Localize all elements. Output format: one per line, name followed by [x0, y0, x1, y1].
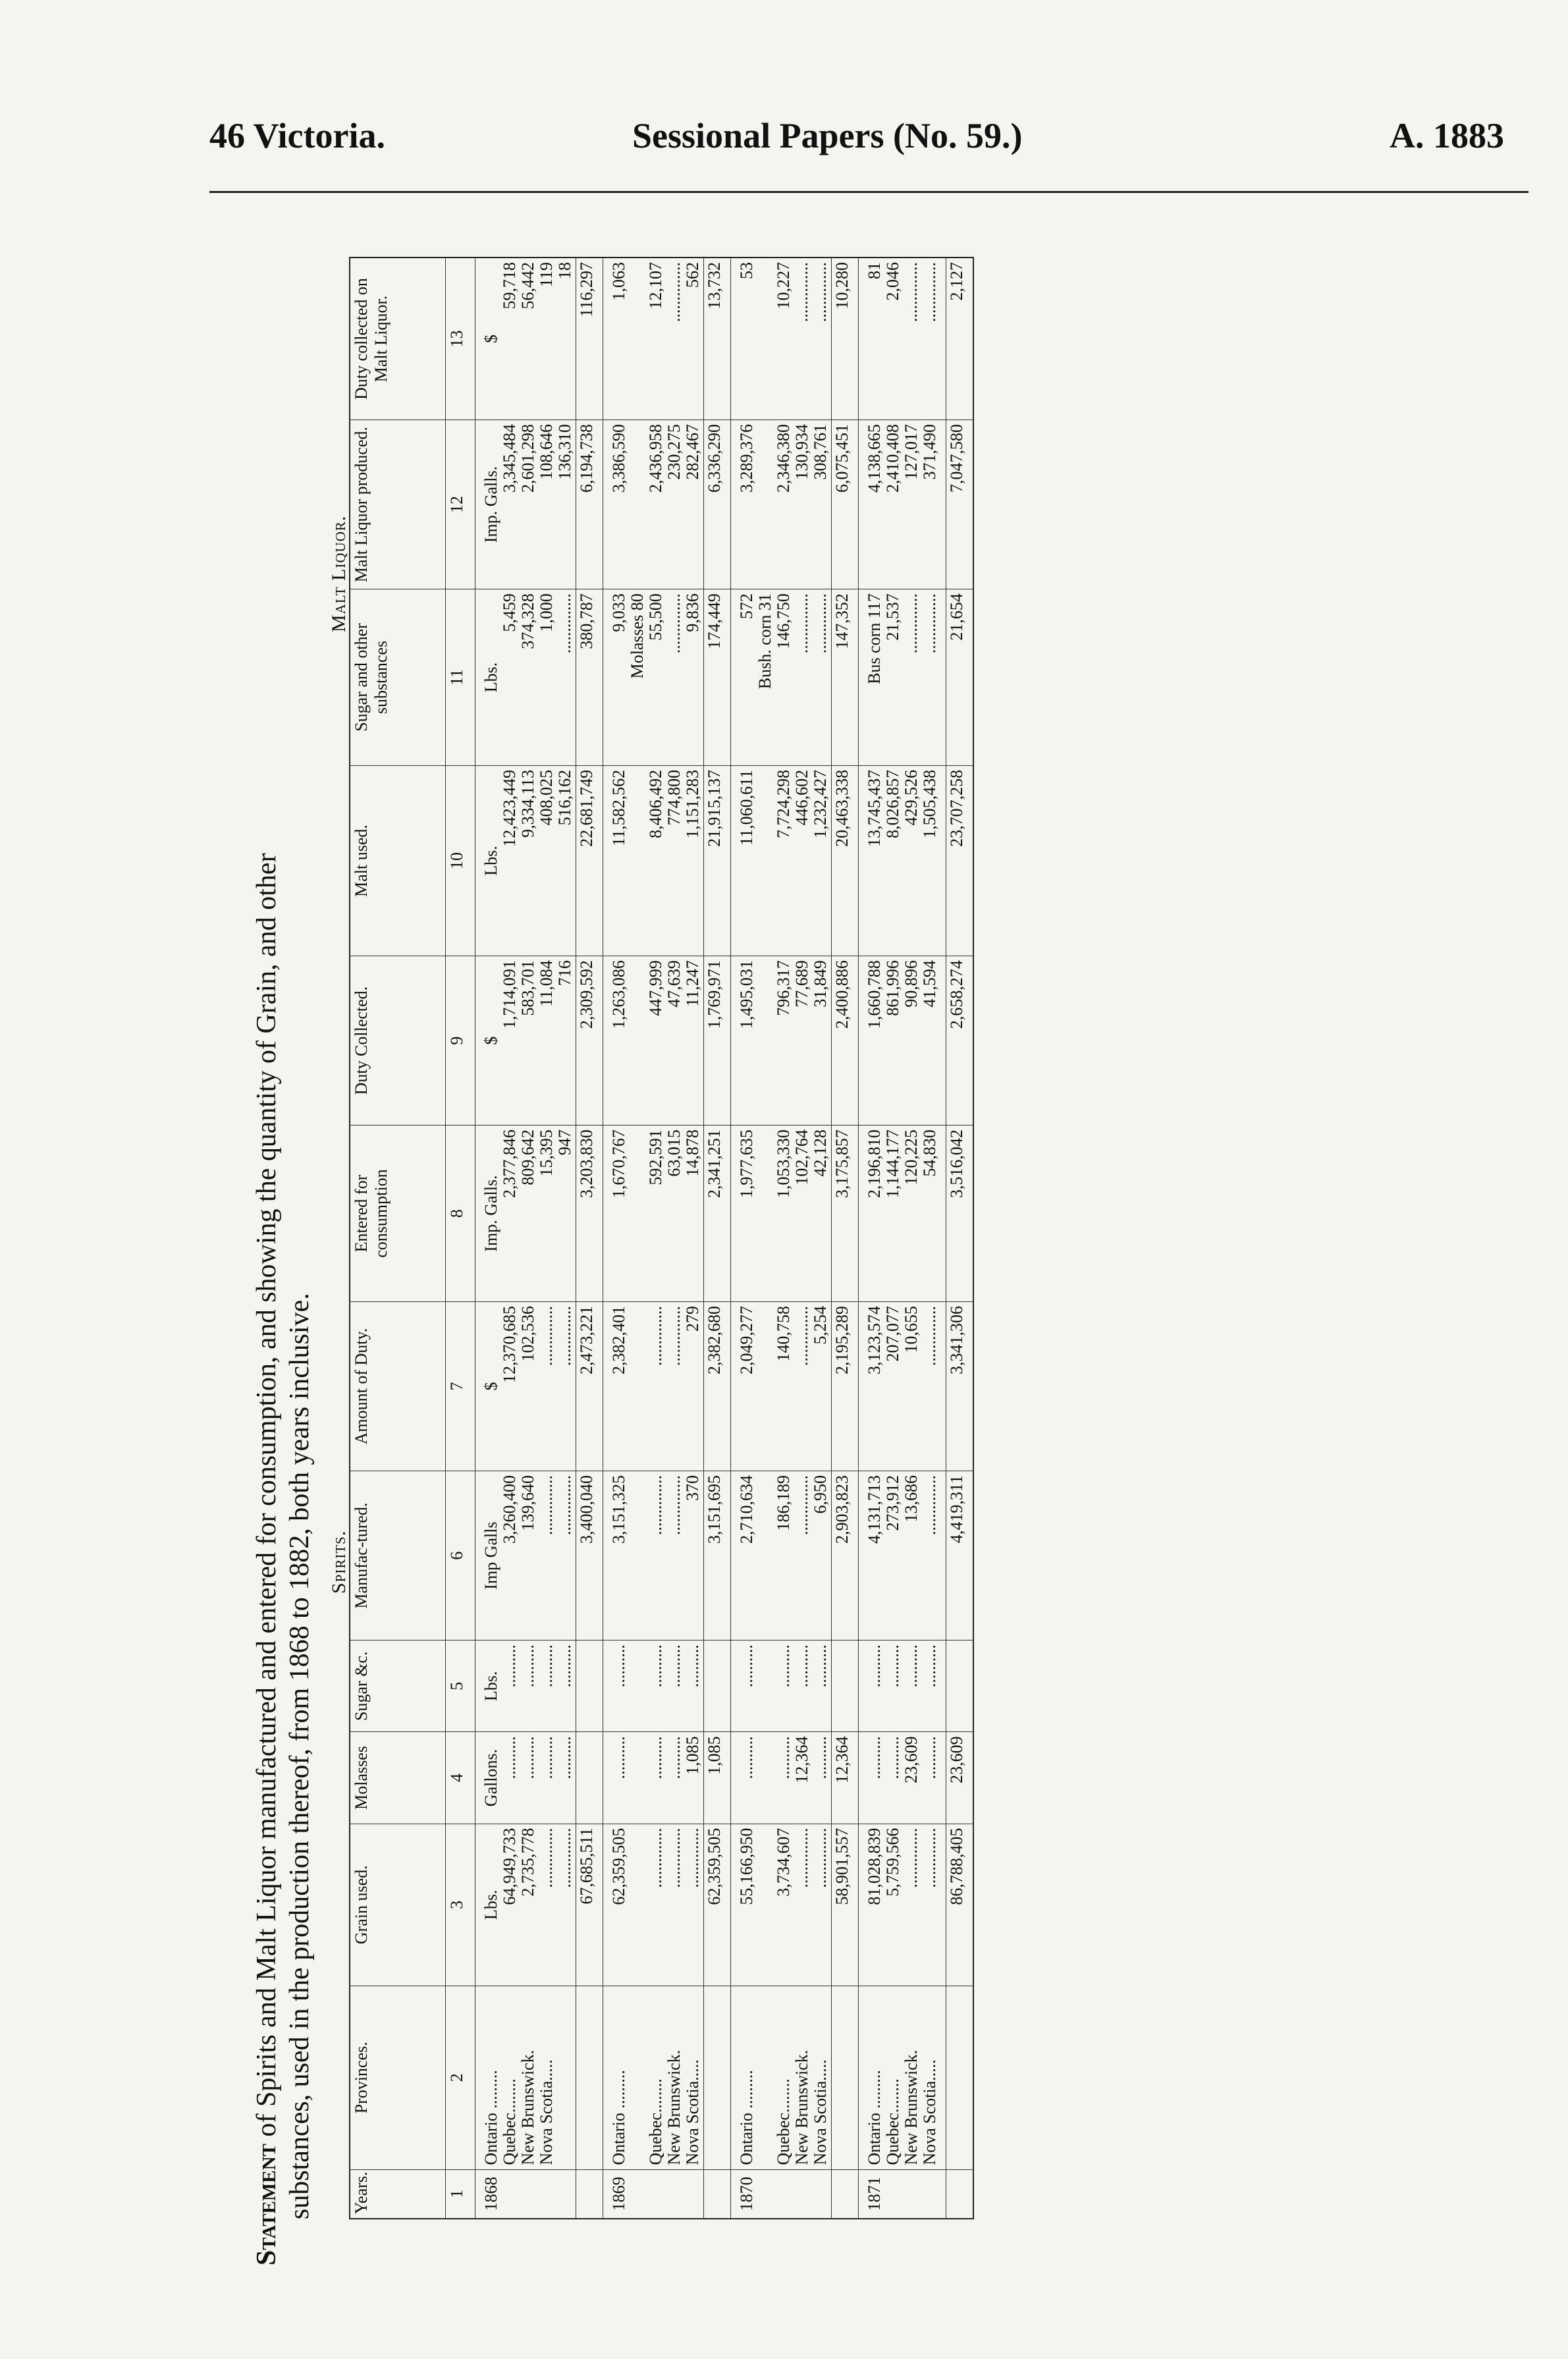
- value-cell: [731, 1301, 832, 1471]
- title-line-2: substances, used in the production thereof, from 1868 to 1882, both years inclusive.: [284, 1293, 315, 2219]
- value-cell: [603, 1640, 704, 1732]
- cell-values: 11,060,611 7,724,298 446,602 1,232,427: [737, 769, 830, 846]
- cell-values: 2,382,401 .............. .............. 279: [609, 1305, 702, 1374]
- value-cell: [859, 1471, 946, 1640]
- total-blank: [576, 1986, 603, 2170]
- cell-values: 5,459 374,328 1,000 ..............: [500, 593, 574, 654]
- cell-values: 9,033 Molasses 80 55,500 .............. 9,836: [609, 593, 702, 679]
- total-cell: 2,382,680: [704, 1301, 731, 1471]
- total-cell: 12,364: [832, 1732, 859, 1824]
- total-cell: 20,463,338: [832, 765, 859, 956]
- value-cell: [603, 589, 704, 766]
- column-number: 6: [446, 1471, 475, 1640]
- value-cell: [475, 1125, 576, 1302]
- cell-values: 81 2,046 .............. ..............: [865, 262, 939, 322]
- total-cell: 62,359,505: [704, 1824, 731, 1986]
- value-cell: [475, 1824, 576, 1986]
- value-cell: [731, 765, 832, 956]
- value-cell: [859, 1824, 946, 1986]
- total-cell: 7,047,580: [946, 420, 974, 589]
- value-cell: [859, 258, 946, 420]
- value-cell: [475, 1640, 576, 1732]
- column-number: 8: [446, 1125, 475, 1302]
- total-cell: 2,309,592: [576, 956, 603, 1125]
- total-cell: 380,787: [576, 589, 603, 766]
- total-cell: 2,903,823: [832, 1471, 859, 1640]
- value-cell: [603, 1125, 704, 1302]
- total-cell: 147,352: [832, 589, 859, 766]
- value-cell: [603, 1824, 704, 1986]
- value-cell: [475, 420, 576, 589]
- total-cell: 6,194,738: [576, 420, 603, 589]
- title-lead: Statement: [252, 2143, 282, 2265]
- unit-label: Imp Galls: [481, 1521, 500, 1590]
- cell-values: 3,289,376 2,346,380 130,934 308,761: [737, 424, 830, 493]
- total-cell: 58,901,557: [832, 1824, 859, 1986]
- column-header: Provinces.: [350, 1986, 446, 2170]
- total-cell: 2,195,289: [832, 1301, 859, 1471]
- value-cell: [475, 1301, 576, 1471]
- cell-values: 1,495,031 796,317 77,689 31,849: [737, 960, 830, 1029]
- cell-values: 3,345,484 2,601,298 108,646 136,310: [500, 424, 574, 493]
- value-cell: [731, 1471, 832, 1640]
- value-cell: [731, 1640, 832, 1732]
- cell-values: .......... .......... .......... ..........: [865, 1644, 939, 1688]
- cell-values: 2,196,810 1,144,177 120,225 54,830: [865, 1129, 939, 1199]
- total-blank: [946, 2169, 974, 2219]
- column-header: Duty Collected.: [350, 956, 446, 1125]
- total-cell: 86,788,405: [946, 1824, 974, 1986]
- total-cell: 3,400,040: [576, 1471, 603, 1640]
- total-row: [576, 258, 603, 2219]
- statement-title: [250, 237, 316, 2265]
- cell-values: 12,370,685 102,536 .............. ..............: [500, 1305, 574, 1383]
- value-cell: [859, 956, 946, 1125]
- total-row: [704, 258, 731, 2219]
- cell-values: .......... .......... .......... ..........: [500, 1644, 574, 1688]
- total-cell: 2,658,274: [946, 956, 974, 1125]
- total-cell: 3,203,830: [576, 1125, 603, 1302]
- cell-values: 3,123,574 207,077 10,655 ..............: [865, 1305, 939, 1374]
- column-number: 1: [446, 2169, 475, 2219]
- cell-values: 12,423,449 9,334,113 408,025 516,162: [500, 769, 574, 847]
- column-number-row: [446, 258, 475, 2219]
- total-cell: 3,341,306: [946, 1301, 974, 1471]
- value-cell: [603, 1732, 704, 1824]
- value-cell: [731, 420, 832, 589]
- cell-values: .......... .......... 23,609 ..........: [865, 1736, 939, 1783]
- value-cell: [731, 1824, 832, 1986]
- total-blank: [704, 1986, 731, 2170]
- cell-values: 1,263,086 447,999 47,639 11,247: [609, 960, 702, 1029]
- total-cell: 23,609: [946, 1732, 974, 1824]
- value-cell: [859, 1732, 946, 1824]
- unit-label: Lbs.: [481, 662, 500, 693]
- value-cell: [859, 420, 946, 589]
- header-center: Sessional Papers (No. 59.): [632, 116, 1023, 155]
- column-header-row: [350, 258, 446, 2219]
- cell-values: 1,977,635 1,053,330 102,764 42,128: [737, 1129, 830, 1199]
- column-header: Entered for consumption: [350, 1125, 446, 1302]
- cell-values: .......... .......... .......... ..........: [609, 1644, 702, 1688]
- column-number: 4: [446, 1732, 475, 1824]
- cell-values: 3,151,325 .............. .............. 370: [609, 1475, 702, 1544]
- unit-label: Imp. Galls.: [481, 1175, 500, 1252]
- value-cell: [603, 765, 704, 956]
- cell-values: 55,166,950 3,734,607 .............. ..............: [737, 1828, 830, 1905]
- column-number: 5: [446, 1640, 475, 1732]
- total-cell: 1,769,971: [704, 956, 731, 1125]
- total-cell: [832, 1640, 859, 1732]
- cell-values: .......... .......... .......... ..........: [737, 1644, 830, 1688]
- unit-label: Lbs.: [481, 846, 500, 876]
- value-cell: [859, 765, 946, 956]
- cell-values: 572 Bush. corn 31 146,750 .............. ..............: [737, 593, 830, 690]
- cell-values: 1,714,091 583,701 11,084 716: [500, 960, 574, 1029]
- cell-values: 13,745,437 8,026,857 429,526 1,505,438: [865, 769, 939, 847]
- column-header: Malt used.: [350, 765, 446, 956]
- rotated-statement: [250, 237, 1501, 2265]
- column-number: 3: [446, 1824, 475, 1986]
- cell-values: 11,582,562 8,406,492 774,800 1,151,283: [609, 769, 702, 846]
- total-row: [832, 258, 859, 2219]
- total-cell: 1,085: [704, 1732, 731, 1824]
- column-header: Sugar &c.: [350, 1640, 446, 1732]
- value-cell: [859, 1640, 946, 1732]
- column-header: Sugar and other substances: [350, 589, 446, 766]
- cell-values: 1,670,767 592,591 63,015 14,878: [609, 1129, 702, 1199]
- year-block-row: [475, 258, 576, 2219]
- unit-label: Lbs.: [481, 1889, 500, 1920]
- year-cell: 1869: [603, 2169, 704, 2219]
- total-blank: [576, 2169, 603, 2219]
- total-cell: 2,127: [946, 258, 974, 420]
- cell-values: 2,049,277 140,758 .............. 5,254: [737, 1305, 830, 1374]
- cell-values: 64,949,733 2,735,778 .............. ..............: [500, 1828, 574, 1905]
- column-header: Manufac-tured.: [350, 1471, 446, 1640]
- column-header: Duty collected on Malt Liquor.: [350, 258, 446, 420]
- total-cell: 13,732: [704, 258, 731, 420]
- unit-label: Imp. Galls.: [481, 466, 500, 543]
- total-cell: 23,707,258: [946, 765, 974, 956]
- column-number: 9: [446, 956, 475, 1125]
- total-cell: 2,473,221: [576, 1301, 603, 1471]
- value-cell: [475, 765, 576, 956]
- cell-values: 81,028,839 5,759,566 .............. ..............: [865, 1828, 939, 1905]
- cell-values: 62,359,505 .............. .............. ..............: [609, 1828, 702, 1905]
- value-cell: [475, 1471, 576, 1640]
- cell-values: Bus corn 117 21,537 .............. ..............: [865, 593, 939, 684]
- unit-label: $: [481, 335, 500, 343]
- column-number: 11: [446, 589, 475, 766]
- total-cell: 3,175,857: [832, 1125, 859, 1302]
- cell-values: 3,386,590 2,436,958 230,275 282,467: [609, 424, 702, 493]
- group-malt-liquor: Malt Liquor.: [328, 515, 350, 632]
- table-body: [475, 258, 974, 2219]
- group-spirits: Spirits.: [328, 1530, 350, 1594]
- value-cell: [603, 1471, 704, 1640]
- total-blank: [704, 2169, 731, 2219]
- provinces-cell: Ontario ......... Quebec........ New Brunswick. Nova Scotia.....: [859, 1986, 946, 2170]
- cell-values: 59,718 56,442 119 18: [500, 262, 574, 310]
- total-row: [946, 258, 974, 2219]
- column-number: 13: [446, 258, 475, 420]
- column-number: 10: [446, 765, 475, 956]
- total-cell: 10,280: [832, 258, 859, 420]
- cell-values: .......... .......... .......... ..........: [500, 1736, 574, 1779]
- cell-values: 4,138,665 2,410,408 127,017 371,490: [865, 424, 939, 493]
- total-cell: [704, 1640, 731, 1732]
- value-cell: [475, 1732, 576, 1824]
- cell-values: .......... .......... .......... 1,085: [609, 1736, 702, 1779]
- year-block-row: [859, 258, 946, 2219]
- value-cell: [731, 258, 832, 420]
- total-cell: [576, 1640, 603, 1732]
- total-blank: [946, 1986, 974, 2170]
- value-cell: [731, 1125, 832, 1302]
- column-header: Molasses: [350, 1732, 446, 1824]
- column-header: Malt Liquor produced.: [350, 420, 446, 589]
- statement-table: [349, 257, 974, 2219]
- column-header: Years.: [350, 2169, 446, 2219]
- unit-label: Gallons.: [481, 1749, 500, 1807]
- total-cell: [576, 1732, 603, 1824]
- total-cell: 22,681,749: [576, 765, 603, 956]
- total-cell: 67,685,511: [576, 1824, 603, 1986]
- cell-values: .......... .......... 12,364 ..........: [737, 1736, 830, 1783]
- total-cell: 174,449: [704, 589, 731, 766]
- column-header: Amount of Duty.: [350, 1301, 446, 1471]
- cell-values: 4,131,713 273,912 13,686 ..............: [865, 1475, 939, 1544]
- value-cell: [731, 956, 832, 1125]
- total-cell: 116,297: [576, 258, 603, 420]
- value-cell: [475, 258, 576, 420]
- total-cell: 4,419,311: [946, 1471, 974, 1640]
- year-cell: 1868: [475, 2169, 576, 2219]
- title-line-1: of Spirits and Malt Liquor manufactured and entered for consumption, and showing the quantity of Grain, and other: [252, 853, 282, 2144]
- total-cell: 6,336,290: [704, 420, 731, 589]
- value-cell: [859, 1301, 946, 1471]
- cell-values: 1,660,788 861,996 90,896 41,594: [865, 960, 939, 1029]
- cell-values: 3,260,400 139,640 .............. ..............: [500, 1475, 574, 1544]
- total-cell: 2,341,251: [704, 1125, 731, 1302]
- cell-values: 53 10,227 .............. ..............: [737, 262, 830, 322]
- value-cell: [731, 1732, 832, 1824]
- provinces-cell: Ontario ......... Quebec........ New Brunswick. Nova Scotia.....: [475, 1986, 576, 2170]
- total-cell: 21,915,137: [704, 765, 731, 956]
- year-block-row: [603, 258, 704, 2219]
- total-cell: 21,654: [946, 589, 974, 766]
- header-rule: [209, 191, 1528, 193]
- column-number: 7: [446, 1301, 475, 1471]
- total-blank: [832, 1986, 859, 2170]
- column-number: 12: [446, 420, 475, 589]
- header-right: A. 1883: [1390, 116, 1504, 155]
- total-blank: [832, 2169, 859, 2219]
- value-cell: [603, 956, 704, 1125]
- value-cell: [475, 589, 576, 766]
- unit-label: Lbs.: [481, 1671, 500, 1701]
- cell-values: 2,377,846 809,642 15,395 947: [500, 1129, 574, 1199]
- value-cell: [603, 1301, 704, 1471]
- value-cell: [475, 956, 576, 1125]
- column-header: Grain used.: [350, 1824, 446, 1986]
- cell-values: 2,710,634 186,189 .............. 6,950: [737, 1475, 830, 1544]
- value-cell: [603, 420, 704, 589]
- value-cell: [603, 258, 704, 420]
- total-cell: 6,075,451: [832, 420, 859, 589]
- total-cell: 3,516,042: [946, 1125, 974, 1302]
- cell-values: 1,063 12,107 .............. 562: [609, 262, 702, 322]
- header-left: 46 Victoria.: [209, 116, 385, 155]
- total-cell: 2,400,886: [832, 956, 859, 1125]
- total-cell: 3,151,695: [704, 1471, 731, 1640]
- value-cell: [859, 1125, 946, 1302]
- unit-label: $: [481, 1382, 500, 1391]
- year-cell: 1870: [731, 2169, 832, 2219]
- year-cell: 1871: [859, 2169, 946, 2219]
- provinces-cell: Ontario ......... Quebec........ New Brunswick. Nova Scotia.....: [731, 1986, 832, 2170]
- column-number: 2: [446, 1986, 475, 2170]
- unit-label: $: [481, 1036, 500, 1045]
- value-cell: [859, 589, 946, 766]
- value-cell: [731, 589, 832, 766]
- provinces-cell: Ontario ......... Quebec........ New Brunswick. Nova Scotia.....: [603, 1986, 704, 2170]
- total-cell: [946, 1640, 974, 1732]
- year-block-row: [731, 258, 832, 2219]
